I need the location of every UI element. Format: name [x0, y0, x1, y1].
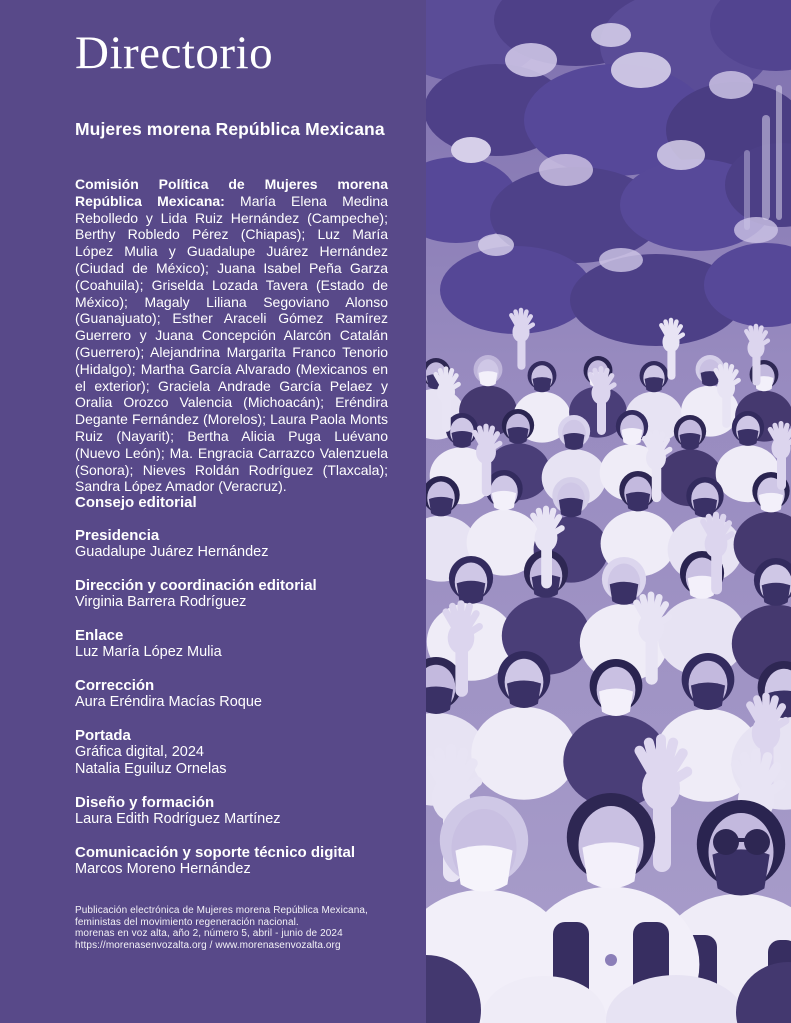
role-title: Diseño y formación — [75, 794, 215, 811]
editorial-board — [75, 494, 388, 894]
role-title: Enlace — [75, 627, 124, 644]
role-name: Virginia Barrera Rodríguez — [75, 594, 247, 610]
publication-footer — [75, 905, 388, 951]
credits-panel — [75, 0, 391, 1023]
footer-line: Publicación electrónica de Mujeres morena República Mexicana, — [75, 905, 368, 916]
role-portada — [75, 727, 388, 778]
page-subtitle: Mujeres morena República Mexicana — [75, 119, 385, 139]
commission-paragraph — [75, 176, 388, 495]
role-name: Aura Eréndira Macías Roque — [75, 694, 262, 710]
footer-line: morenas en voz alta, año 2, número 5, abril - junio de 2024 — [75, 928, 343, 939]
role-correccion — [75, 677, 388, 711]
role-enlace — [75, 627, 388, 661]
role-title: Corrección — [75, 677, 155, 694]
role-title: Portada — [75, 727, 131, 744]
role-presidencia — [75, 527, 388, 561]
footer-line: feministas del movimiento regeneración nacional. — [75, 916, 299, 928]
role-name: Natalia Eguiluz Ornelas — [75, 761, 227, 777]
role-name: Gráfica digital, 2024 — [75, 744, 204, 760]
role-comunicacion-soporte — [75, 844, 388, 878]
commission-lead: Comisión Política de Mujeres morena República Mexicana: — [75, 176, 388, 209]
foliage — [426, 0, 791, 346]
crowd-photo — [426, 0, 791, 1023]
role-title: Comunicación y soporte técnico digital — [75, 844, 356, 861]
footer-line: https://morenasenvozalta.org / www.morenasenvozalta.org — [75, 939, 341, 951]
role-name: Guadalupe Juárez Hernández — [75, 544, 269, 560]
role-diseno-formacion — [75, 794, 388, 828]
role-name: Marcos Moreno Hernández — [75, 861, 251, 877]
role-title: Presidencia — [75, 527, 160, 544]
role-name: Laura Edith Rodríguez Martínez — [75, 811, 281, 827]
role-title: Dirección y coordinación editorial — [75, 577, 317, 594]
role-name: Luz María López Mulia — [75, 644, 222, 660]
page-title: Directorio — [75, 27, 274, 79]
role-direccion-editorial — [75, 577, 388, 611]
editorial-board-heading: Consejo editorial — [75, 494, 197, 511]
commission-body: María Elena Medina Rebolledo y Lida Ruiz Hernández (Campeche); Berthy Robledo Pérez (Chiapas); Luz María López Mulia y Guadalupe Juárez Hernández (Ciudad de México); Juana Isabel Peña Garza (Coahuila); Griselda Lozada Tavera (Estado de México); Magaly Liliana Segoviano Alonso (Guanajuato); Esther Araceli Gómez Ramírez Guerrero y Juana Concepción Alarcón Catalán (Guerrero); Alejandrina Margarita Franco Tenorio (Hidalgo); Martha García Alvarado (Mexicanos en el exterior); Graciela Andrade García Pelaez y Oralia Orozco Valencia (Michoacán); Eréndira Degante Fernández (Morelos); Laura Paola Monts Ruiz (Nayarit); Bertha Alicia Puga Luévano (Nuevo León); Ma. Engracia Carrazco Valenzuela (Sonora); Nieves Roldán Rodríguez (Tlaxcala); Sandra López Amador (Veracruz). — [75, 192, 388, 495]
crowd-photo-svg — [426, 0, 791, 1023]
